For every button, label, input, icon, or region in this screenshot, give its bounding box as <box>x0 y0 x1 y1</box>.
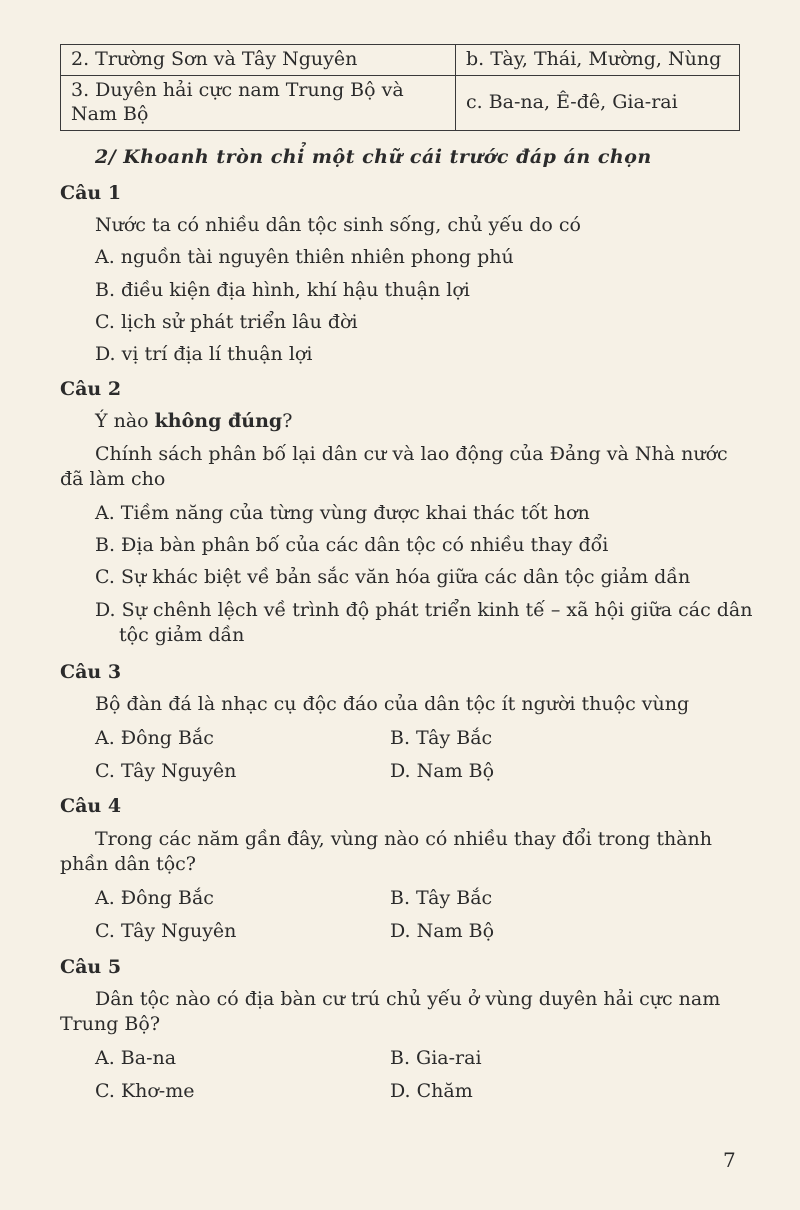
question-5-option-b: B. Gia-rai <box>390 1047 482 1069</box>
table-cell-left: 3. Duyên hải cực nam Trung Bộ và Nam Bộ <box>61 76 456 131</box>
question-1-option-b: B. điều kiện địa hình, khí hậu thuận lợi <box>95 279 470 301</box>
question-1-option-d: D. vị trí địa lí thuận lợi <box>95 343 313 365</box>
question-3-title: Câu 3 <box>60 661 122 683</box>
question-4-option-a: A. Đông Bắc <box>95 887 214 909</box>
question-5-option-d: D. Chăm <box>390 1080 473 1102</box>
question-3-option-a: A. Đông Bắc <box>95 727 214 749</box>
section-instruction: 2/ Khoanh tròn chỉ một chữ cái trước đáp án chọn <box>95 146 652 168</box>
question-3-option-d: D. Nam Bộ <box>390 760 495 782</box>
question-5-option-a: A. Ba-na <box>95 1047 177 1069</box>
page-number: 7 <box>723 1148 736 1172</box>
question-4-option-d: D. Nam Bộ <box>390 920 495 942</box>
question-5-stem: Dân tộc nào có địa bàn cư trú chủ yếu ở vùng duyên hải cực nam Trung Bộ? <box>60 988 721 1035</box>
question-2-stem-emphasis: không đúng <box>154 410 283 432</box>
question-2-option-a: A. Tiềm năng của từng vùng được khai thác tốt hơn <box>95 502 590 524</box>
table-row <box>61 76 740 131</box>
table-row <box>61 45 740 76</box>
question-4-stem: Trong các năm gần đây, vùng nào có nhiều thay đổi trong thành phần dân tộc? <box>60 828 712 875</box>
question-4-option-c: C. Tây Nguyên <box>95 920 237 942</box>
question-2-option-d: D. Sự chênh lệch về trình độ phát triển kinh tế – xã hội giữa các dân tộc giảm dần <box>95 599 753 646</box>
question-1-option-a: A. nguồn tài nguyên thiên nhiên phong phú <box>95 246 514 268</box>
question-2-title: Câu 2 <box>60 378 122 400</box>
question-4-title: Câu 4 <box>60 795 122 817</box>
table-cell-right: b. Tày, Thái, Mường, Nùng <box>456 45 740 76</box>
question-5-title: Câu 5 <box>60 956 122 978</box>
question-1-option-c: C. lịch sử phát triển lâu đời <box>95 311 358 333</box>
question-3-option-c: C. Tây Nguyên <box>95 760 237 782</box>
question-1-title: Câu 1 <box>60 182 122 204</box>
question-2-stem-prefix: Ý nào <box>95 410 155 432</box>
table-cell-right: c. Ba-na, Ê-đê, Gia-rai <box>456 76 740 131</box>
matching-table <box>60 44 740 131</box>
question-2-stem-detail: Chính sách phân bố lại dân cư và lao động của Đảng và Nhà nước đã làm cho <box>60 443 728 490</box>
question-4-option-b: B. Tây Bắc <box>390 887 493 909</box>
question-2-option-c: C. Sự khác biệt về bản sắc văn hóa giữa các dân tộc giảm dần <box>95 566 691 588</box>
question-3-option-b: B. Tây Bắc <box>390 727 493 749</box>
table-cell-left: 2. Trường Sơn và Tây Nguyên <box>61 45 456 76</box>
question-2-option-b: B. Địa bàn phân bố của các dân tộc có nhiều thay đổi <box>95 534 609 556</box>
question-3-stem: Bộ đàn đá là nhạc cụ độc đáo của dân tộc ít người thuộc vùng <box>95 693 690 715</box>
question-2-stem-suffix: ? <box>282 410 293 432</box>
question-1-stem: Nước ta có nhiều dân tộc sinh sống, chủ yếu do có <box>95 214 581 236</box>
question-2-stem <box>95 410 292 432</box>
question-5-option-c: C. Khơ-me <box>95 1080 195 1102</box>
